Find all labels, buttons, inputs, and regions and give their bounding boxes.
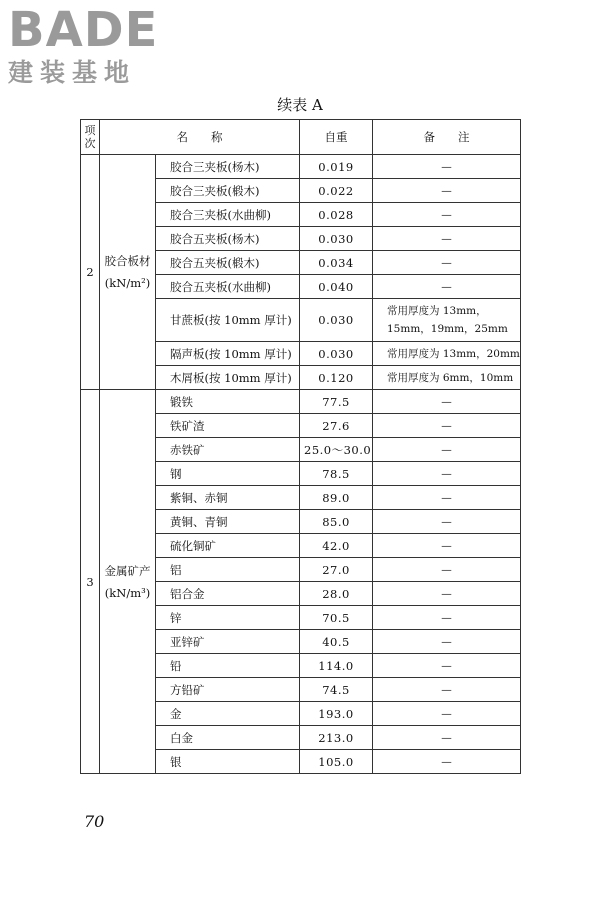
material-weight: 28.0 [300, 582, 373, 606]
material-note: — [373, 534, 521, 558]
material-name: 银 [156, 750, 300, 774]
material-note: 常用厚度为 6mm，10mm [373, 366, 521, 390]
material-name: 胶合三夹板(椴木) [156, 179, 300, 203]
material-weight: 0.120 [300, 366, 373, 390]
material-weight: 0.034 [300, 251, 373, 275]
group-category [100, 155, 156, 390]
header-note: 备 注 [373, 120, 521, 155]
material-weight: 0.022 [300, 179, 373, 203]
material-note: — [373, 750, 521, 774]
material-note: — [373, 558, 521, 582]
material-name: 紫铜、赤铜 [156, 486, 300, 510]
material-name: 亚锌矿 [156, 630, 300, 654]
material-note: — [373, 606, 521, 630]
material-name: 金 [156, 702, 300, 726]
material-weight: 193.0 [300, 702, 373, 726]
material-name: 钢 [156, 462, 300, 486]
material-name: 胶合五夹板(水曲柳) [156, 275, 300, 299]
material-note: — [373, 630, 521, 654]
material-name: 方铅矿 [156, 678, 300, 702]
material-name: 锌 [156, 606, 300, 630]
material-name: 铅 [156, 654, 300, 678]
group-category-unit: (kN/m²) [104, 276, 151, 290]
group-category-name: 胶合板材 [104, 254, 151, 268]
material-note: — [373, 414, 521, 438]
material-weight: 0.030 [300, 299, 373, 342]
group-category-unit: (kN/m³) [104, 585, 151, 600]
material-name: 白金 [156, 726, 300, 750]
table-header-row [81, 120, 521, 155]
material-weight: 0.030 [300, 342, 373, 366]
material-name: 锻铁 [156, 390, 300, 414]
table-body [81, 155, 521, 774]
material-name: 黄铜、青铜 [156, 510, 300, 534]
material-note: 常用厚度为 13mm，20mm [373, 342, 521, 366]
material-name: 木屑板(按 10mm 厚计) [156, 366, 300, 390]
material-note: — [373, 462, 521, 486]
material-name: 胶合三夹板(杨木) [156, 155, 300, 179]
material-note: — [373, 726, 521, 750]
logo-subtitle: 建装基地 [8, 58, 137, 87]
material-note: — [373, 203, 521, 227]
material-note: — [373, 678, 521, 702]
table-row [81, 390, 521, 414]
material-name: 赤铁矿 [156, 438, 300, 462]
material-weight: 114.0 [300, 654, 373, 678]
brand-logo [8, 4, 158, 88]
group-category [100, 390, 156, 774]
material-name: 硫化铜矿 [156, 534, 300, 558]
material-note: — [373, 702, 521, 726]
header-item-no: 项次 [81, 120, 100, 155]
material-weight: 85.0 [300, 510, 373, 534]
logo-wordmark: BADE [8, 2, 159, 58]
material-name: 铝合金 [156, 582, 300, 606]
material-note: — [373, 390, 521, 414]
material-weight: 77.5 [300, 390, 373, 414]
table-row [81, 155, 521, 179]
material-note: — [373, 275, 521, 299]
table-caption: 续表 A [277, 96, 323, 114]
material-weight: 27.0 [300, 558, 373, 582]
material-weight: 78.5 [300, 462, 373, 486]
material-weight: 27.6 [300, 414, 373, 438]
material-note: — [373, 251, 521, 275]
group-number: 2 [81, 155, 100, 390]
group-category-name: 金属矿产 [104, 563, 151, 578]
header-weight: 自重 [300, 120, 373, 155]
material-weight: 70.5 [300, 606, 373, 630]
material-name: 铝 [156, 558, 300, 582]
material-name: 胶合五夹板(杨木) [156, 227, 300, 251]
material-weight: 74.5 [300, 678, 373, 702]
material-note: — [373, 582, 521, 606]
material-note: — [373, 155, 521, 179]
material-weight: 40.5 [300, 630, 373, 654]
material-weight: 89.0 [300, 486, 373, 510]
material-note: 常用厚度为 13mm，15mm，19mm，25mm [373, 299, 521, 342]
material-name: 铁矿渣 [156, 414, 300, 438]
material-note: — [373, 510, 521, 534]
group-number: 3 [81, 390, 100, 774]
material-weight: 213.0 [300, 726, 373, 750]
material-weight: 0.019 [300, 155, 373, 179]
material-weight: 0.030 [300, 227, 373, 251]
material-note: — [373, 654, 521, 678]
material-weight: 105.0 [300, 750, 373, 774]
material-name: 甘蔗板(按 10mm 厚计) [156, 299, 300, 342]
material-weight: 25.0～30.0 [300, 438, 373, 462]
material-name: 胶合三夹板(水曲柳) [156, 203, 300, 227]
material-weight-table [80, 119, 521, 774]
material-note: — [373, 486, 521, 510]
page-number: 70 [84, 812, 105, 831]
material-note: — [373, 179, 521, 203]
material-note: — [373, 227, 521, 251]
header-name: 名 称 [100, 120, 300, 155]
material-name: 隔声板(按 10mm 厚计) [156, 342, 300, 366]
material-weight: 0.028 [300, 203, 373, 227]
material-weight: 42.0 [300, 534, 373, 558]
material-weight: 0.040 [300, 275, 373, 299]
material-note: — [373, 438, 521, 462]
material-name: 胶合五夹板(椴木) [156, 251, 300, 275]
